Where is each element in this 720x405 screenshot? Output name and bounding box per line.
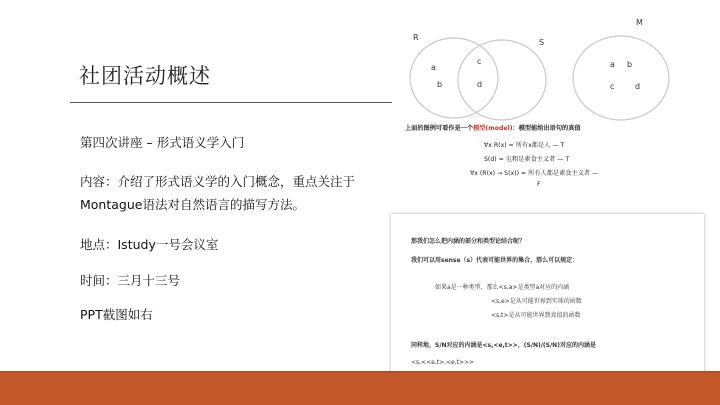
formula-1: ∀x R(x) = 所有x都是人 — T (484, 142, 565, 149)
result-text: <s,<<e,t>,<e,t>>> (411, 359, 475, 366)
circle-m (573, 36, 669, 120)
circle-r (410, 38, 498, 118)
overlap-item-c: c (477, 57, 482, 66)
rule-3: <s,t>是从可能世界到真值的函数 (491, 312, 581, 319)
question-text: 那我们怎么把内涵的部分和类型论结合呢？ (411, 238, 526, 245)
formula-3: ∀x (R(x) → S(x)) = 所有人都是素食主义者 — (470, 170, 599, 177)
formula-2: S(d) = 屯粗是素食主义者 — T (484, 156, 570, 163)
content-line-1: 内容：介绍了形式语义学的入门概念，重点关注于 (80, 174, 356, 189)
r-item-a: a (431, 63, 436, 72)
circle-s (458, 40, 546, 120)
m-item-d: d (635, 82, 641, 91)
venn-diagram-image (392, 14, 720, 214)
m-item-a: a (610, 60, 615, 69)
overlap-item-d: d (477, 80, 483, 89)
rule-1: 如果a是一种类型，那么<s,a>是类型a对应的内涵 (435, 284, 570, 291)
formula-3-value: F (537, 181, 541, 188)
location-line: 地点：Istudy一号会议室 (80, 237, 219, 252)
label-m: M (636, 18, 643, 27)
title-underline (70, 102, 392, 103)
m-item-b: b (627, 60, 633, 69)
intension-slide-image (391, 214, 704, 392)
label-r: R (413, 33, 419, 42)
intro-text: 我们可以用sense（s）代表可能世界的集合，那么可以规定： (411, 257, 579, 264)
rule-2: <s,e>是从可能世界到实体的函数 (491, 298, 582, 305)
m-item-c: c (610, 82, 615, 91)
content-line-2: Montague语法对自然语言的描写方法。 (80, 197, 305, 212)
model-caption: 上面的图例可看作是一个模型(model)：模型能给出语句的真值 (405, 125, 581, 132)
slide-title: 社团活动概述 (79, 64, 211, 88)
label-s: S (539, 38, 545, 47)
similarly-text: 同样地，S/N对应的内涵是<s,<e,t>>，(S/N)/(S/N)对应的内涵是 (411, 342, 596, 349)
time-line: 时间：三月十三号 (80, 273, 181, 288)
ppt-caption: PPT截图如右 (80, 307, 153, 322)
r-item-b: b (437, 80, 443, 89)
footer-bar (0, 373, 720, 405)
venn-circles (392, 14, 720, 134)
lecture-line: 第四次讲座 – 形式语义学入门 (80, 135, 245, 150)
